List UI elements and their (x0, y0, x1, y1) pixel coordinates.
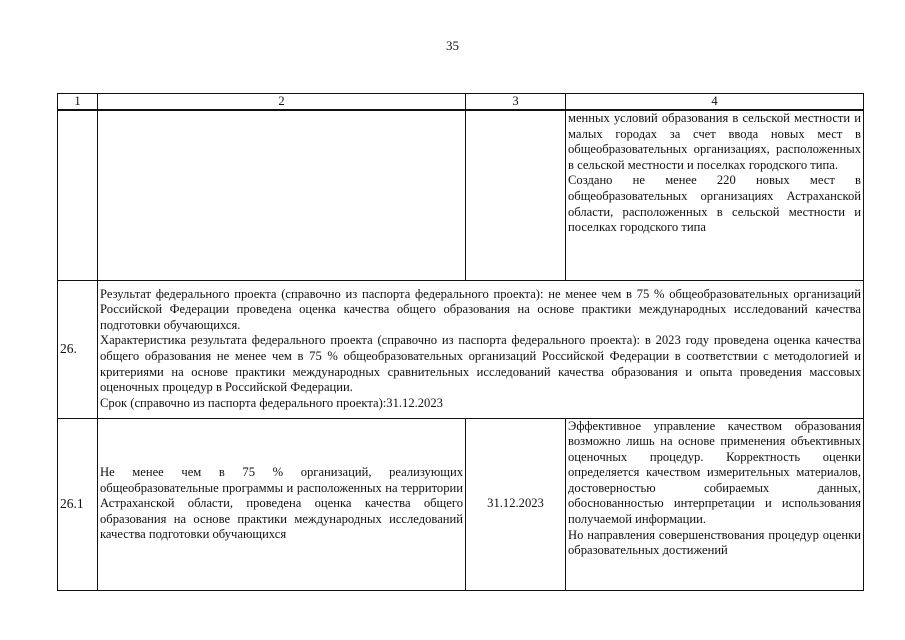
row-26-1-number: 26.1 (58, 418, 98, 590)
header-col-2: 2 (98, 94, 466, 111)
continuation-col-3 (466, 110, 566, 280)
continuation-paragraph-1: менных условий образования в сельской местности и малых городах за счет ввода новых мест в общеобразовательных организациях, расположенных в сельской местности и поселках городского типа. (568, 111, 861, 172)
row-26-1-description: Не менее чем в 75 % организаций, реализующих общеобразовательные программы и расположенных на территории Астраханской области, проведена оценка качества общего образования на основе практики международных исследований качества подготовки обучающихся (98, 418, 466, 590)
continuation-col-2 (98, 110, 466, 280)
document-table (57, 93, 864, 591)
continuation-paragraph-2: Создано не менее 220 новых мест в общеобразовательных организациях Астраханской области, расположенных в сельской местности и поселках городского типа (568, 173, 861, 235)
continuation-col-4 (566, 110, 864, 280)
row-26-deadline: Срок (справочно из паспорта федерального проекта):31.12.2023 (100, 395, 443, 410)
header-col-1: 1 (58, 94, 98, 111)
row-26-1-date: 31.12.2023 (466, 418, 566, 590)
row-26-1-col-4 (566, 418, 864, 590)
table-row-continuation (58, 110, 864, 280)
row-26-characteristic: Характеристика результата федерального проекта (справочно из паспорта федерального проекта): в 2023 году проведена оценка качества общего образования не менее чем в 75 % общеобразовательных организаций Российской Федерации в соответствии с методологией и критериями на основе практики международных сравнительных исследований качества образования и опыта проведения массовых оценочных процедур в Российской Федерации. (100, 333, 861, 395)
row-26-1-paragraph-1: Эффективное управление качеством образования возможно лишь на основе применения объективных оценочных процедур. Корректность оценки определяется качеством измерительных материалов, достоверностью собираемых данных, обоснованностью интерпретации и использования получаемой информации. (568, 418, 861, 527)
row-26-number: 26. (58, 280, 98, 418)
header-col-4: 4 (566, 94, 864, 111)
row-26-result: Результат федерального проекта (справочно из паспорта федерального проекта): не менее чем в 75 % общеобразовательных организаций Российской Федерации проведена оценка качества общего образования на основе практики международных исследований качества подготовки обучающихся. (100, 286, 861, 332)
continuation-col-1 (58, 110, 98, 280)
table-row-26-1 (58, 418, 864, 590)
table-header-row (58, 94, 864, 111)
page-number: 35 (446, 38, 459, 53)
row-26-1-paragraph-2: Но направления совершенствования процедур оценки образовательных достижений (568, 527, 861, 558)
table-row-26 (58, 280, 864, 418)
header-col-3: 3 (466, 94, 566, 111)
row-26-content (98, 280, 864, 418)
